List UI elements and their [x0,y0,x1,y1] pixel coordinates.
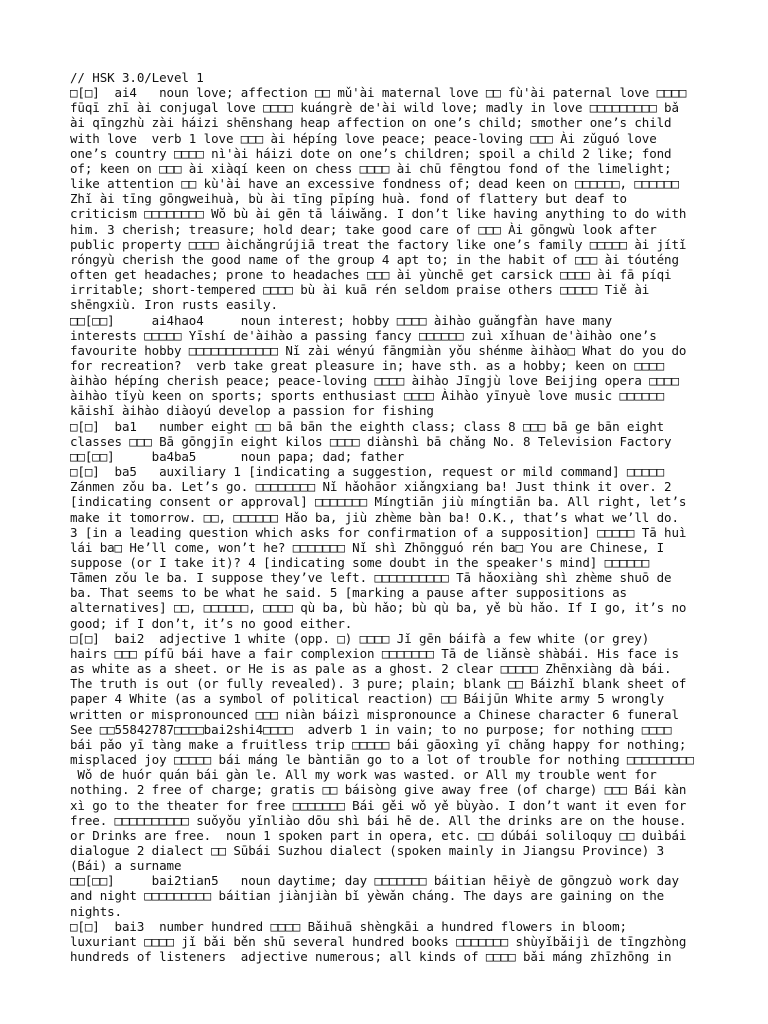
doc-line: (Bái) a surname [70,858,182,874]
doc-line: nothing. 2 free of charge; gratis □□ báisòng give away free (of charge) □□□ Bái kàn [70,782,687,798]
doc-line: bái pǎo yī tàng make a fruitless trip □□□□□ bái gāoxìng yī chǎng happy for nothing; [70,736,687,752]
doc-line: irritable; short-tempered □□□□ bù ài kuā rén seldom praise others □□□□□ Tiě ài [70,282,650,298]
doc-line: ba. That seems to be what he said. 5 [marking a pause after suppositions as [70,585,627,601]
doc-line: as white as a sheet. or He is as pale as a ghost. 2 clear □□□□□ Zhēnxiàng dà bái. [70,661,672,677]
doc-line: Zánmen zǒu ba. Let’s go. □□□□□□□□ Nǐ hǎohāor xiǎngxiang ba! Just think it over. 2 [70,479,672,495]
doc-line: of; keen on □□□ ài xiàqí keen on chess □□□□ ài chū fēngtou fond of the limelight; [70,160,672,176]
doc-line: one’s country □□□□ nì'ài háizi dote on one’s children; spoil a child 2 like; fond [70,145,672,161]
doc-line: Wǒ de huór quán bái gàn le. All my work was wasted. or All my trouble went for [70,767,657,783]
doc-line: lái ba□ He’ll come, won’t he? □□□□□□□ Nǐ shì Zhōngguó rén ba□ You are Chinese, I [70,539,665,555]
doc-line: fūqī zhī ài conjugal love □□□□ kuángrè de'ài wild love; madly in love □□□□□□□□□ bǎ [70,100,679,116]
doc-line: written or mispronounced □□□ niàn báizì mispronounce a Chinese character 6 funeral [70,706,679,722]
doc-line: dialogue 2 dialect □□ Sūbái Suzhou dialect (spoken mainly in Jiangsu Province) 3 [70,842,665,858]
doc-line: □□[□□] bai2tian5 noun daytime; day □□□□□□□ báitian hēiyè de gōngzuò work day [70,873,679,889]
doc-line: kāishǐ àihào diàoyú develop a passion for fishing [70,403,434,419]
doc-line: with love verb 1 love □□□ ài hépíng love peace; peace-loving □□□ Ài zǔguó love [70,130,657,146]
doc-line: shēngxiù. Iron rusts easily. [70,297,278,313]
doc-line: criticism □□□□□□□□ Wǒ bù ài gēn tā láiwǎng. I don’t like having anything to do with [70,206,687,222]
doc-line: □[□] bai2 adjective 1 white (opp. □) □□□□ Jǐ gēn báifà a few white (or grey) [70,630,650,646]
doc-line: him. 3 cherish; treasure; hold dear; take good care of □□□ Ài gōngwù look after [70,221,657,237]
doc-line: misplaced joy □□□□□ bái máng le bàntiān go to a lot of trouble for nothing □□□□□□□□□ [70,752,694,768]
doc-line: □□[□□] ba4ba5 noun papa; dad; father [70,448,405,464]
doc-line: róngyù cherish the good name of the group 4 apt to; in the habit of □□□ ài tóuténg [70,251,679,267]
doc-line: favourite hobby □□□□□□□□□□□□ Nǐ zài wényú fāngmiàn yǒu shénme àihào□ What do you do [70,342,687,358]
doc-line: luxuriant □□□□ jǐ bǎi běn shū several hundred books □□□□□□□ shùyǐbǎijì de tīngzhòng [70,933,687,949]
doc-line: paper 4 White (as a symbol of political reaction) □□ Báijūn White army 5 wrongly [70,691,665,707]
doc-line: See □□55842787□□□□bai2shi4□□□□ adverb 1 in vain; to no purpose; for nothing □□□□ [70,721,672,737]
doc-line: interests □□□□□ Yīshí de'àihào a passing fancy □□□□□□ zuì xǐhuan de'àihào one’s [70,327,657,343]
doc-line: □[□] bai3 number hundred □□□□ Bǎihuā shèngkāi a hundred flowers in bloom; [70,918,627,934]
doc-line: àihào hépíng cherish peace; peace-loving □□□□ àihào Jīngjù love Beijing opera □□□□ [70,373,679,389]
doc-line: hairs □□□ pífū bái have a fair complexion □□□□□□□ Tā de liǎnsè shàbái. His face is [70,645,679,661]
doc-line: for recreation? verb take great pleasure in; have sth. as a hobby; keen on □□□□ [70,357,665,373]
doc-line: □[□] ai4 noun love; affection □□ mǔ'ài maternal love □□ fù'ài paternal love □□□□ [70,85,687,101]
doc-line: and night □□□□□□□□□ báitian jiànjiàn bǐ yèwǎn cháng. The days are gaining on the [70,888,665,904]
doc-line: The truth is out (or fully revealed). 3 pure; plain; blank □□ Báizhǐ blank sheet of [70,676,687,692]
doc-line: nights. [70,903,122,919]
doc-line: 3 [in a leading question which asks for confirmation of a supposition] □□□□□ Tā huì [70,524,687,540]
doc-line: public property □□□□ àichǎngrújiā treat the factory like one’s family □□□□□ ài jítǐ [70,236,687,252]
doc-line: xì go to the theater for free □□□□□□□ Bái gěi wǒ yě bùyào. I don’t want it even for [70,797,687,813]
doc-line: classes □□□ Bā gōngjīn eight kilos □□□□ diànshì bā chǎng No. 8 Television Factory [70,433,672,449]
doc-line: □[□] ba1 number eight □□ bā bān the eighth class; class 8 □□□ bā ge bān eight [70,418,665,434]
doc-line: free. □□□□□□□□□□ suǒyǒu yǐnliào dōu shì bái hē de. All the drinks are on the house. [70,812,687,828]
doc-line: hundreds of listeners adjective numerous; all kinds of □□□□ bǎi máng zhīzhōng in [70,949,672,965]
document-page [70,70,710,970]
doc-line: make it tomorrow. □□, □□□□□□ Hǎo ba, jiù zhème bàn ba! O.K., that’s what we’ll do. [70,509,679,525]
doc-line: [indicating consent or approval] □□□□□□□ Míngtiān jiù míngtiān ba. All right, let’s [70,494,687,510]
doc-line: alternatives] □□, □□□□□□, □□□□ qù ba, bù hǎo; bù qù ba, yě bù hǎo. If I go, it’s no [70,600,687,616]
doc-line: □[□] ba5 auxiliary 1 [indicating a suggestion, request or mild command] □□□□□ [70,464,665,480]
doc-line: Tāmen zǒu le ba. I suppose they’ve left. □□□□□□□□□□ Tā hǎoxiàng shì zhème shuō de [70,570,672,586]
doc-line: ài qīngzhù zài háizi shēnshang heap affection on one’s child; smother one’s child [70,115,672,131]
doc-line: // HSK 3.0/Level 1 [70,70,204,85]
doc-line: Zhǐ ài tīng gōngweihuà, bù ài tīng pīpíng huà. fond of flattery but deaf to [70,191,627,207]
doc-line: often get headaches; prone to headaches □□□ ài yùnchē get carsick □□□□ ài fā píqi [70,267,672,283]
doc-line: like attention □□ kù'ài have an excessive fondness of; dead keen on □□□□□□, □□□□□□ [70,176,679,192]
doc-line: or Drinks are free. noun 1 spoken part in opera, etc. □□ dúbái soliloquy □□ duìbái [70,827,687,843]
doc-line: good; if I don’t, it’s no good either. [70,615,353,631]
doc-line: □□[□□] ai4hao4 noun interest; hobby □□□□ àihào guǎngfàn have many [70,312,613,328]
doc-line: suppose (or I take it)? 4 [indicating some doubt in the speaker's mind] □□□□□□ [70,555,650,570]
doc-line: àihào tǐyù keen on sports; sports enthusiast □□□□ Àihào yīnyuè love music □□□□□□ [70,388,665,404]
